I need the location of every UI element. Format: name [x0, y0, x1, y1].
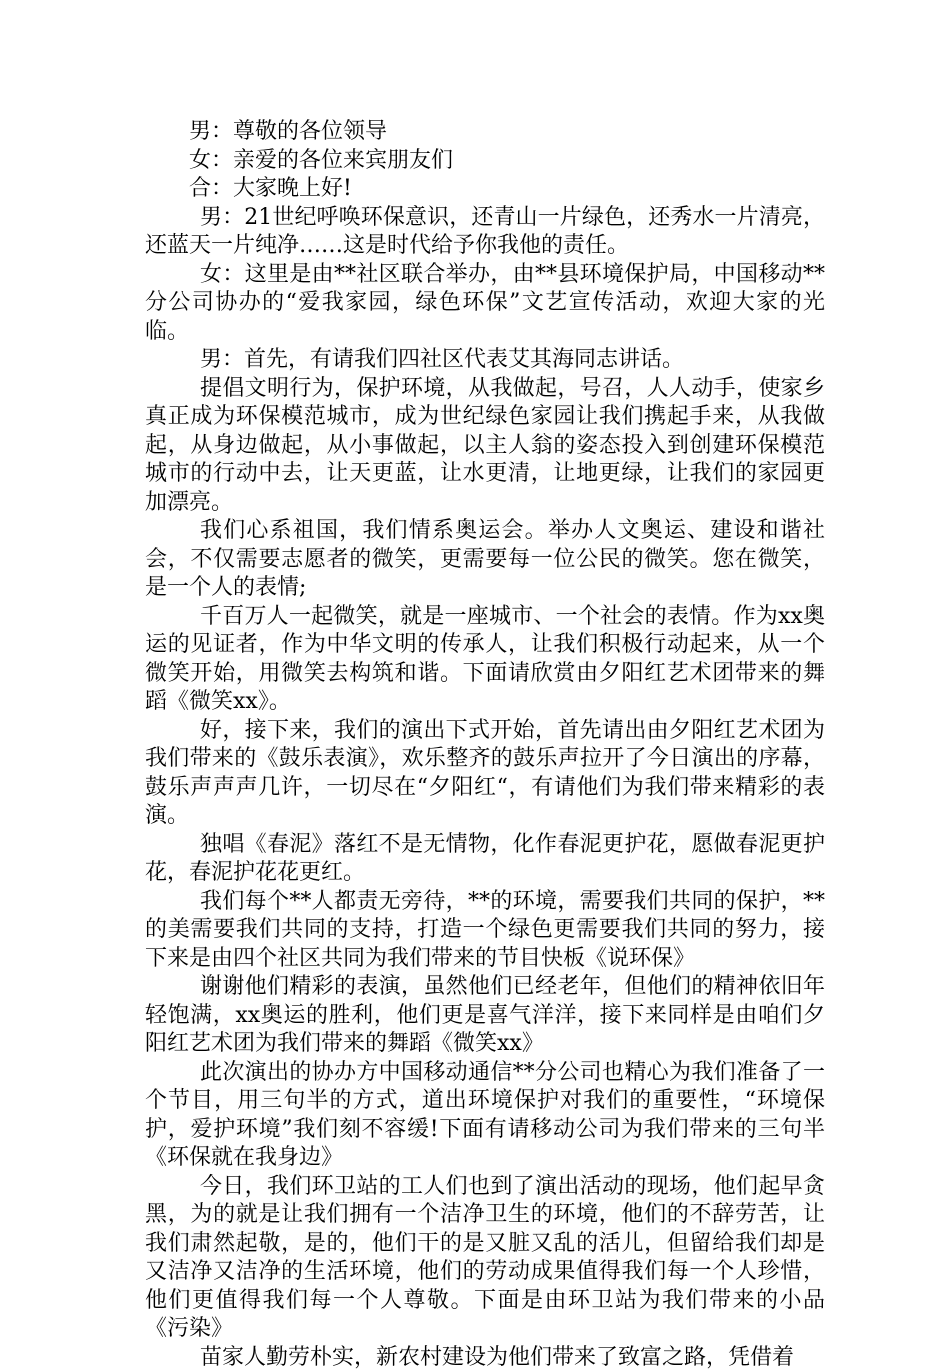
document-body: [145, 118, 825, 1372]
paragraph: 我们每个**人都责无旁待，**的环境，需要我们共同的保护，**的美需要我们共同的支持，打造一个绿色更需要我们共同的努力，接下来是由四个社区共同为我们带来的节目快板《说环保》: [145, 888, 825, 974]
paragraph: 千百万人一起微笑，就是一座城市、一个社会的表情。作为xx奥运的见证者，作为中华文明的传承人，让我们积极行动起来，从一个微笑开始，用微笑去构筑和谐。下面请欣赏由夕阳红艺术团带来的舞蹈《微笑xx》。: [145, 603, 825, 717]
paragraph: 女：亲爱的各位来宾朋友们: [145, 147, 825, 176]
paragraph: 今日，我们环卫站的工人们也到了演出活动的现场，他们起早贪黑，为的就是让我们拥有一个洁净卫生的环境，他们的不辞劳苦，让我们肃然起敬，是的，他们干的是又脏又乱的活儿，但留给我们却是又洁净又洁净的生活环境，他们的劳动成果值得我们每一个人珍惜，他们更值得我们每一个人尊敬。下面是由环卫站为我们带来的小品《污染》: [145, 1173, 825, 1344]
paragraph: 男：尊敬的各位领导: [145, 118, 825, 147]
paragraph: 苗家人勤劳朴实，新农村建设为他们带来了致富之路，凭借着: [145, 1344, 825, 1372]
paragraph: 此次演出的协办方中国移动通信**分公司也精心为我们准备了一个节目，用三句半的方式，道出环境保护对我们的重要性，“环境保护，爱护环境”我们刻不容缓!下面有请移动公司为我们带来的三句半《环保就在我身边》: [145, 1059, 825, 1173]
paragraph: 男：首先，有请我们四社区代表艾其海同志讲话。: [145, 346, 825, 375]
paragraph: 合：大家晚上好!: [145, 175, 825, 204]
paragraph: 谢谢他们精彩的表演，虽然他们已经老年，但他们的精神依旧年轻饱满，xx奥运的胜利，他们更是喜气洋洋，接下来同样是由咱们夕阳红艺术团为我们带来的舞蹈《微笑xx》: [145, 973, 825, 1059]
paragraph: 好，接下来，我们的演出下式开始，首先请出由夕阳红艺术团为我们带来的《鼓乐表演》，欢乐整齐的鼓乐声拉开了今日演出的序幕，鼓乐声声声几许，一切尽在“夕阳红“，有请他们为我们带来精彩的表演。: [145, 717, 825, 831]
paragraph: 女：这里是由**社区联合举办，由**县环境保护局，中国移动**分公司协办的“爱我家园，绿色环保”文艺宣传活动，欢迎大家的光临。: [145, 261, 825, 347]
paragraph: 独唱《春泥》落红不是无情物，化作春泥更护花，愿做春泥更护花，春泥护花花更红。: [145, 831, 825, 888]
paragraph: 提倡文明行为，保护环境，从我做起，号召，人人动手，使家乡真正成为环保模范城市，成为世纪绿色家园让我们携起手来，从我做起，从身边做起，从小事做起，以主人翁的姿态投入到创建环保模范城市的行动中去，让天更蓝，让水更清，让地更绿，让我们的家园更加漂亮。: [145, 375, 825, 518]
paragraph: 我们心系祖国，我们情系奥运会。举办人文奥运、建设和谐社会，不仅需要志愿者的微笑，更需要每一位公民的微笑。您在微笑，是一个人的表情;: [145, 517, 825, 603]
paragraph: 男：21世纪呼唤环保意识，还青山一片绿色，还秀水一片清亮，还蓝天一片纯净……这是时代给予你我他的责任。: [145, 204, 825, 261]
